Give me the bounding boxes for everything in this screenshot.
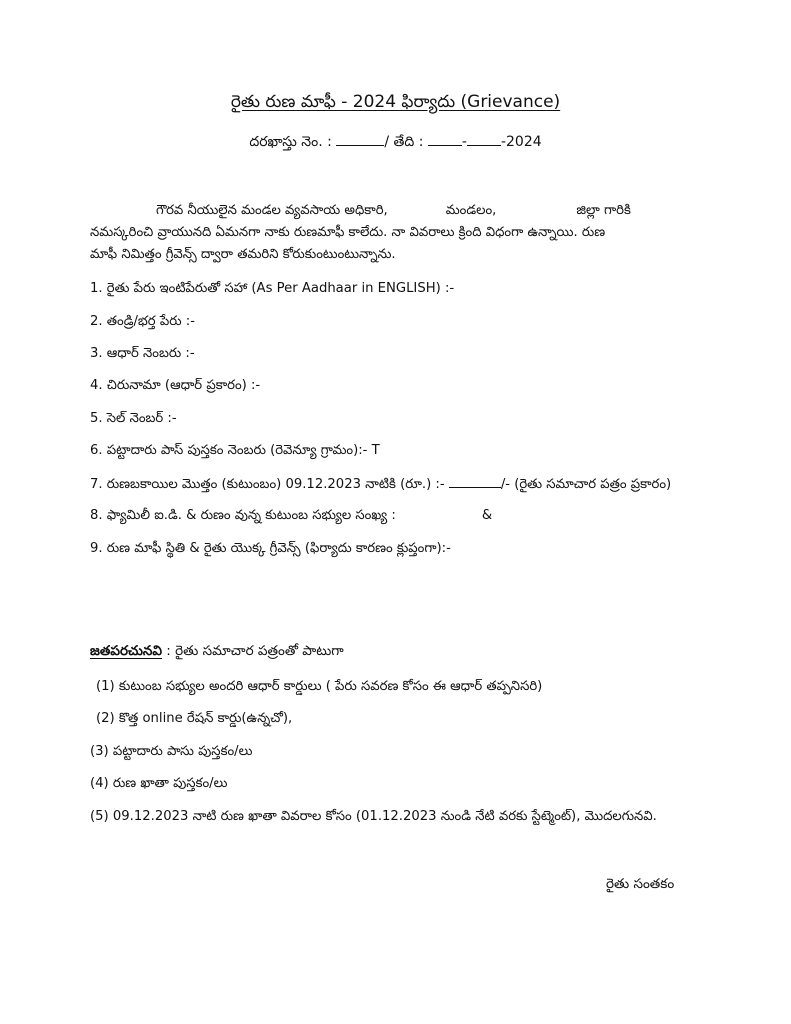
field-cell-number: 5. సెల్ నెంబర్ :- xyxy=(90,411,177,426)
date-day-blank xyxy=(428,133,462,146)
application-number-blank xyxy=(336,133,384,146)
salutation-line-2: నమస్కరించి వ్రాయునది ఏమనగా నాకు రుణమాఫీ కాలేదు. నా వివరాలు క్రింది విధంగా ఉన్నాయి. రుణ xyxy=(90,225,606,240)
salutation-district: జిల్లా గారికి xyxy=(576,203,631,218)
date-label: తేది : xyxy=(393,134,424,150)
loan-amount-blank xyxy=(449,476,501,488)
farmer-signature-label: రైతు సంతకం xyxy=(606,876,675,892)
enclosure-item-5: (5) 09.12.2023 నాటి రుణ ఖాతా వివరాల కోసం (01.12.2023 నుండి నేటి వరకు స్టేట్మెంట్), మొదలగునవి. xyxy=(90,809,657,824)
loan-amount-suffix: /- (రైతు సమాచార పత్రం ప్రకారం) xyxy=(500,477,672,492)
field-father-husband-name: 2. తండ్రి/భర్త పేరు :- xyxy=(90,314,195,329)
field-grievance-reason: 9. రుణ మాఫీ స్థితి & రైతు యొక్క గ్రీవెన్స్ (ఫిర్యాదు కారణం క్లుప్తంగా):- xyxy=(90,541,451,556)
field-aadhaar-number: 3. ఆధార్ నెంబరు :- xyxy=(90,346,195,361)
date-month-blank xyxy=(467,133,501,146)
form-title: రైతు రుణ మాఫీ - 2024 ఫిర్యాదు (Grievance) xyxy=(230,92,561,112)
salutation-line-3: మాఫీ నిమిత్తం గ్రీవెన్స్ ద్వారా తమరిని కోరుకుంటుంటున్నాను. xyxy=(90,247,396,262)
field-farmer-name: 1. రైతు పేరు ఇంటిపేరుతో సహా (As Per Aadhaar in ENGLISH) :- xyxy=(90,281,455,296)
enclosure-item-3: (3) పట్టాదారు పాసు పుస్తకం/లు xyxy=(90,744,253,759)
family-id-ampersand: & xyxy=(481,508,493,523)
enclosure-item-2: (2) కొత్త online రేషన్ కార్డు(ఉన్నచో), xyxy=(96,711,293,726)
enclosures-heading xyxy=(90,643,344,662)
enclosure-item-4: (4) రుణ ఖాతా పుస్తకం/లు xyxy=(90,776,228,791)
salutation-mandal: మండలం, xyxy=(445,203,497,218)
field-loan-amount xyxy=(90,476,671,495)
application-slash: / xyxy=(384,134,390,150)
enclosure-item-1: (1) కుటుంబ సభ్యుల అందరి ఆధార్ కార్డులు ( పేరు సవరణ కోసం ఈ ఆధార్ తప్పనిసరి) xyxy=(96,679,543,694)
application-number-date-line xyxy=(0,133,791,153)
salutation-officer: గౌరవ నీయులైన మండల వ్యవసాయ అధికారి, xyxy=(156,203,388,218)
date-dash: - xyxy=(461,134,467,150)
family-id-label: 8. ఫ్యామిలీ ఐ.డి. & రుణం వున్న కుటుంబ సభ్యుల సంఖ్య : xyxy=(90,508,396,523)
enclosures-label: జతపరచునవి xyxy=(90,643,162,659)
application-number-label: దరఖాస్తు నెం. : xyxy=(249,134,332,150)
salutation-line-1 xyxy=(90,200,702,222)
loan-amount-label: 7. రుణబకాయిల మొత్తం (కుటుంబం) 09.12.2023 నాటికి (రూ.) :- xyxy=(90,477,445,492)
date-year: -2024 xyxy=(500,134,542,150)
field-address: 4. చిరునామా (ఆధార్ ప్రకారం) :- xyxy=(90,378,261,393)
enclosures-intro: : రైతు సమాచార పత్రంతో పాటుగా xyxy=(166,643,344,659)
field-passbook-number: 6. పట్టాదారు పాస్ పుస్తకం నెంబరు (రెవెన్యూ గ్రామం):- T xyxy=(90,443,380,458)
field-family-id xyxy=(90,508,492,526)
